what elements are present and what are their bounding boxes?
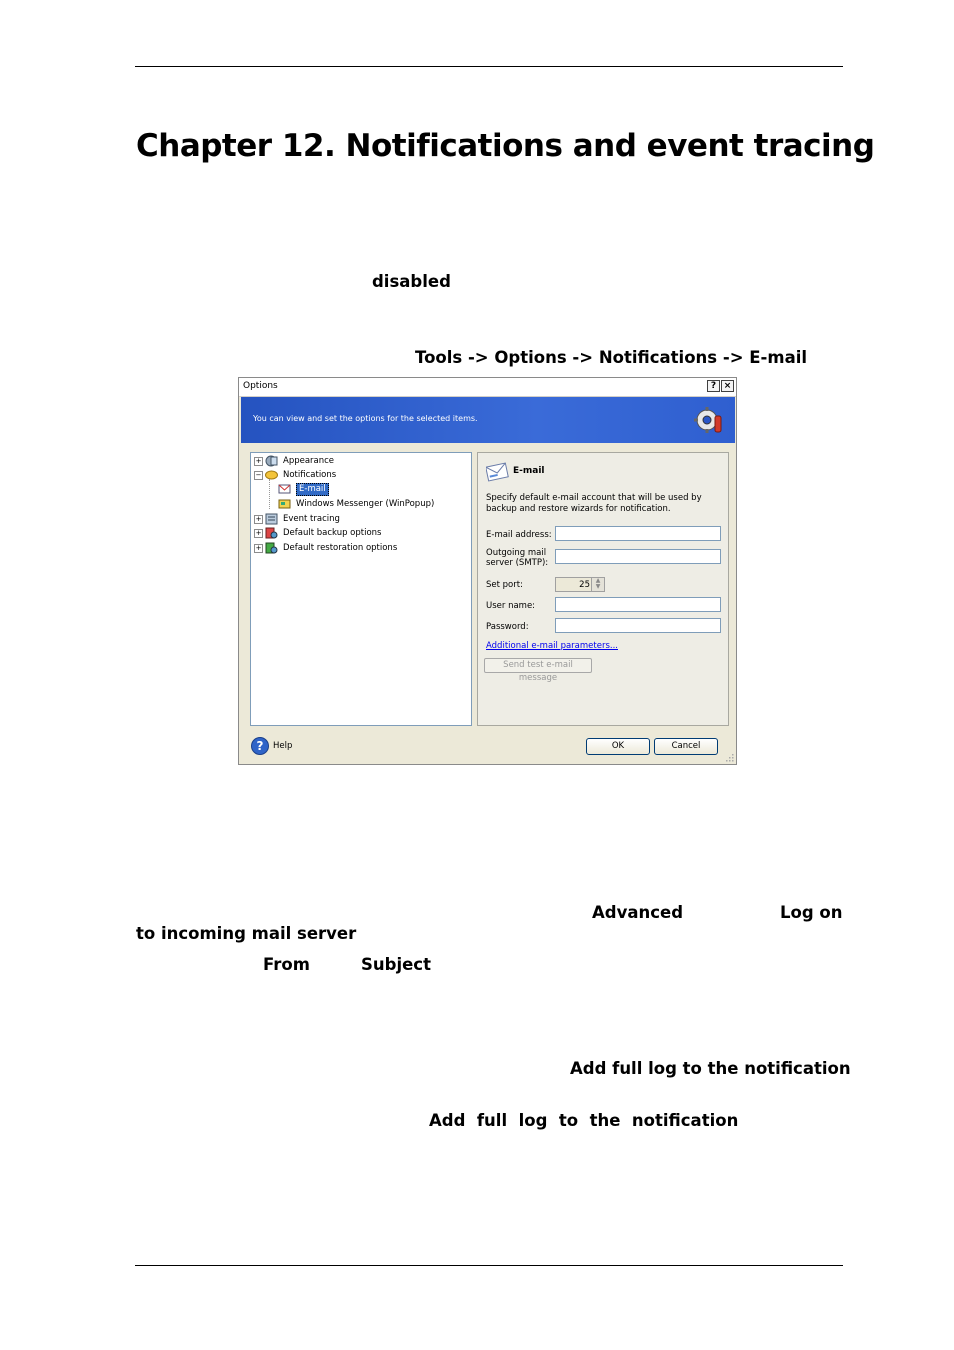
options-dialog bbox=[238, 377, 737, 765]
tree-item-event-tracing[interactable] bbox=[253, 513, 469, 526]
ok-button[interactable]: OK bbox=[586, 738, 650, 755]
tree-item-email[interactable] bbox=[253, 483, 469, 496]
tree-item-appearance[interactable] bbox=[253, 455, 469, 468]
additional-email-parameters-link[interactable]: Additional e-mail parameters... bbox=[486, 641, 618, 651]
tree-item-default-backup-options[interactable] bbox=[253, 527, 469, 540]
smtp-label bbox=[486, 548, 548, 568]
section-description: Specify default e-mail account that will be used by backup and restore wizards for notification. bbox=[486, 493, 702, 514]
tree-item-label: Default restoration options bbox=[283, 543, 398, 553]
tree-item-windows-messenger[interactable] bbox=[253, 498, 469, 511]
text-fragment-incoming-server: to incoming mail server bbox=[136, 924, 357, 943]
text-fragment-from: From bbox=[263, 955, 310, 974]
text-fragment-disabled: disabled bbox=[372, 272, 451, 291]
user-name-label: User name: bbox=[486, 601, 536, 611]
help-label[interactable]: Help bbox=[273, 741, 293, 751]
port-spinner[interactable] bbox=[591, 578, 604, 591]
header-rule bbox=[135, 66, 843, 67]
password-input[interactable] bbox=[555, 618, 721, 633]
help-title-button[interactable]: ? bbox=[707, 380, 720, 392]
text-fragment-add-full-log-2: Add full log to the notification bbox=[429, 1111, 739, 1130]
messenger-icon bbox=[278, 498, 291, 510]
smtp-label-line2: server (SMTP): bbox=[486, 558, 549, 568]
text-fragment-add-full-log: Add full log to the notification bbox=[570, 1059, 851, 1078]
spin-up-icon[interactable]: ▲ bbox=[595, 577, 601, 584]
event-tracing-icon bbox=[265, 513, 278, 525]
tree-item-default-restoration-options[interactable] bbox=[253, 542, 469, 555]
backup-options-icon bbox=[265, 527, 278, 539]
text-fragment-advanced: Advanced bbox=[592, 903, 683, 922]
resize-grip-icon[interactable] bbox=[724, 752, 734, 762]
chapter-title: Chapter 12. Notifications and event tracing bbox=[136, 128, 875, 164]
cancel-button[interactable]: Cancel bbox=[654, 738, 718, 755]
email-settings-panel bbox=[477, 452, 729, 726]
dialog-title: Options bbox=[243, 381, 278, 391]
tree-connector bbox=[269, 479, 270, 509]
tree-item-label: E-mail bbox=[296, 483, 329, 496]
expand-icon[interactable]: + bbox=[255, 515, 262, 523]
tree-item-label: Windows Messenger (WinPopup) bbox=[296, 499, 435, 509]
help-icon[interactable]: ? bbox=[251, 737, 269, 755]
appearance-icon bbox=[265, 455, 278, 467]
text-fragment-log-on: Log on bbox=[780, 903, 843, 922]
close-button[interactable]: × bbox=[721, 380, 734, 392]
port-value: 25 bbox=[579, 580, 590, 590]
dialog-titlebar bbox=[239, 378, 736, 397]
tree-item-notifications[interactable] bbox=[253, 469, 469, 482]
tree-item-label: Default backup options bbox=[283, 528, 382, 538]
smtp-server-input[interactable] bbox=[555, 549, 721, 564]
collapse-icon[interactable]: − bbox=[255, 471, 262, 479]
footer-rule bbox=[135, 1265, 843, 1266]
password-label: Password: bbox=[486, 622, 529, 632]
tree-item-label: Event tracing bbox=[283, 514, 340, 524]
options-tree bbox=[250, 452, 472, 726]
port-stepper[interactable] bbox=[555, 577, 605, 592]
smtp-label-line1: Outgoing mail bbox=[486, 548, 547, 558]
email-icon bbox=[278, 483, 291, 495]
email-address-input[interactable] bbox=[555, 526, 721, 541]
banner-text: You can view and set the options for the selected items. bbox=[253, 414, 478, 423]
section-title: E-mail bbox=[513, 466, 545, 476]
email-envelope-icon bbox=[486, 461, 510, 483]
tree-item-label: Appearance bbox=[283, 456, 335, 466]
spin-down-icon[interactable]: ▼ bbox=[595, 583, 601, 590]
send-test-email-button[interactable]: Send test e-mail message bbox=[484, 658, 592, 673]
gear-icon bbox=[693, 404, 725, 436]
email-address-label: E-mail address: bbox=[486, 530, 552, 540]
expand-icon[interactable]: + bbox=[255, 457, 262, 465]
text-fragment-subject: Subject bbox=[361, 955, 431, 974]
tree-item-label: Notifications bbox=[283, 470, 337, 480]
text-fragment-menu-path: Tools -> Options -> Notifications -> E-mail bbox=[415, 348, 808, 367]
expand-icon[interactable]: + bbox=[255, 529, 262, 537]
restoration-options-icon bbox=[265, 542, 278, 554]
dialog-banner bbox=[241, 397, 735, 443]
expand-icon[interactable]: + bbox=[255, 544, 262, 552]
notifications-icon bbox=[265, 469, 278, 481]
port-label: Set port: bbox=[486, 580, 523, 590]
user-name-input[interactable] bbox=[555, 597, 721, 612]
